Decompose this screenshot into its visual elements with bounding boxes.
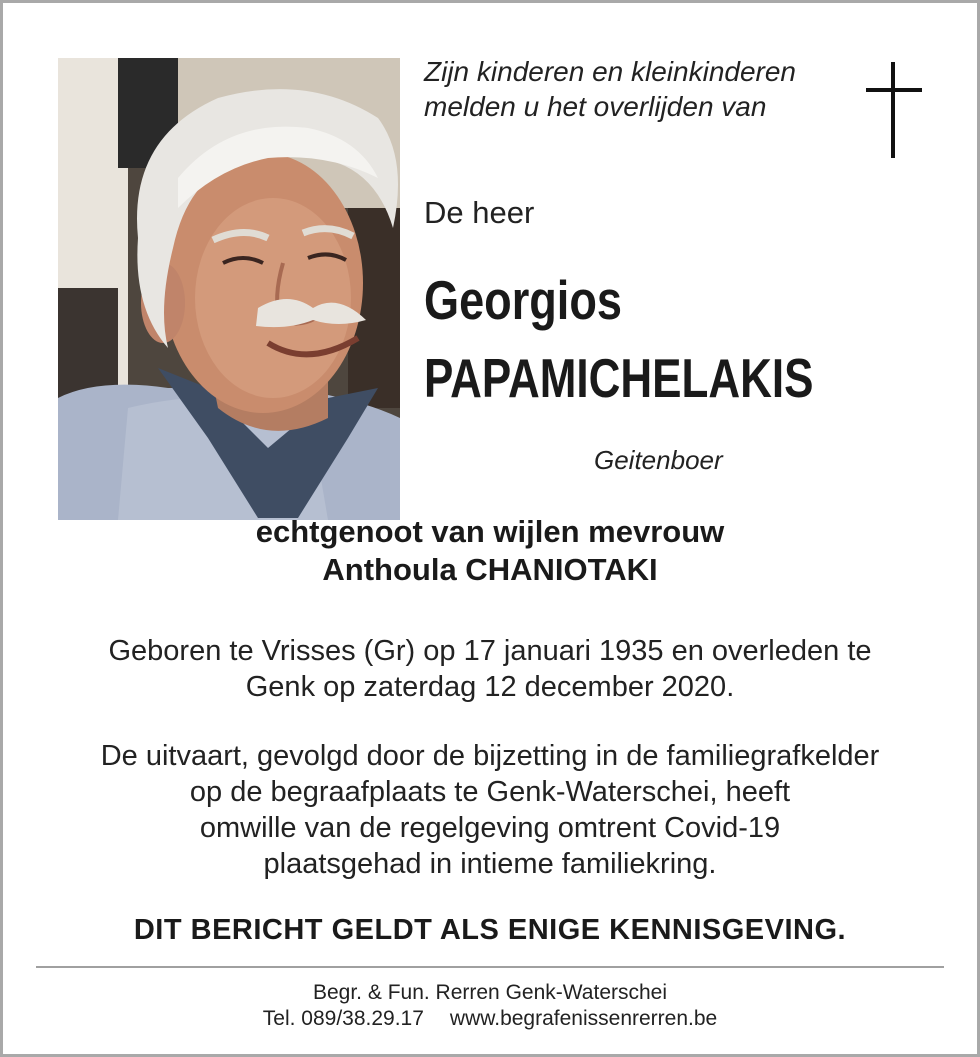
footer — [0, 980, 980, 1032]
first-name: Georgios — [424, 269, 622, 331]
spouse-block — [0, 513, 980, 589]
intro-line-1: Zijn kinderen en kleinkinderen — [424, 56, 796, 87]
announcement-intro — [424, 54, 796, 124]
funeral-line-1: De uitvaart, gevolgd door de bijzetting in de familiegrafkelder — [100, 740, 880, 772]
birth-death-line-2: Genk op zaterdag 12 december 2020. — [245, 671, 735, 703]
spouse-line-2: Anthoula CHANIOTAKI — [322, 552, 658, 587]
contact-line — [0, 1006, 980, 1032]
phone-number: Tel. 089/38.29.17 — [262, 1007, 424, 1030]
birth-death-line-1: Geboren te Vrisses (Gr) op 17 januari 1935 en overleden te — [108, 635, 872, 667]
website-link[interactable]: www.begrafenissenrerren.be — [449, 1007, 718, 1030]
cross-icon — [864, 62, 924, 158]
honorific: De heer — [424, 195, 535, 230]
last-name: PAPAMICHELAKIS — [424, 347, 814, 409]
footer-divider — [36, 966, 944, 968]
occupation: Geitenboer — [594, 445, 723, 475]
undertaker-name: Begr. & Fun. Rerren Genk-Waterschei — [312, 981, 668, 1004]
notice-statement: DIT BERICHT GELDT ALS ENIGE KENNISGEVING. — [133, 914, 847, 946]
portrait-photo — [58, 58, 400, 520]
funeral-paragraph — [0, 738, 980, 882]
funeral-line-4: plaatsgehad in intieme familiekring. — [263, 848, 717, 880]
funeral-line-3: omwille van de regelgeving omtrent Covid-19 — [199, 812, 781, 844]
intro-line-2: melden u het overlijden van — [424, 91, 767, 122]
portrait-illustration — [58, 58, 400, 520]
spouse-line-1: echtgenoot van wijlen mevrouw — [255, 514, 725, 549]
birth-death-paragraph — [0, 633, 980, 705]
funeral-line-2: op de begraafplaats te Genk-Waterschei, heeft — [189, 776, 791, 808]
